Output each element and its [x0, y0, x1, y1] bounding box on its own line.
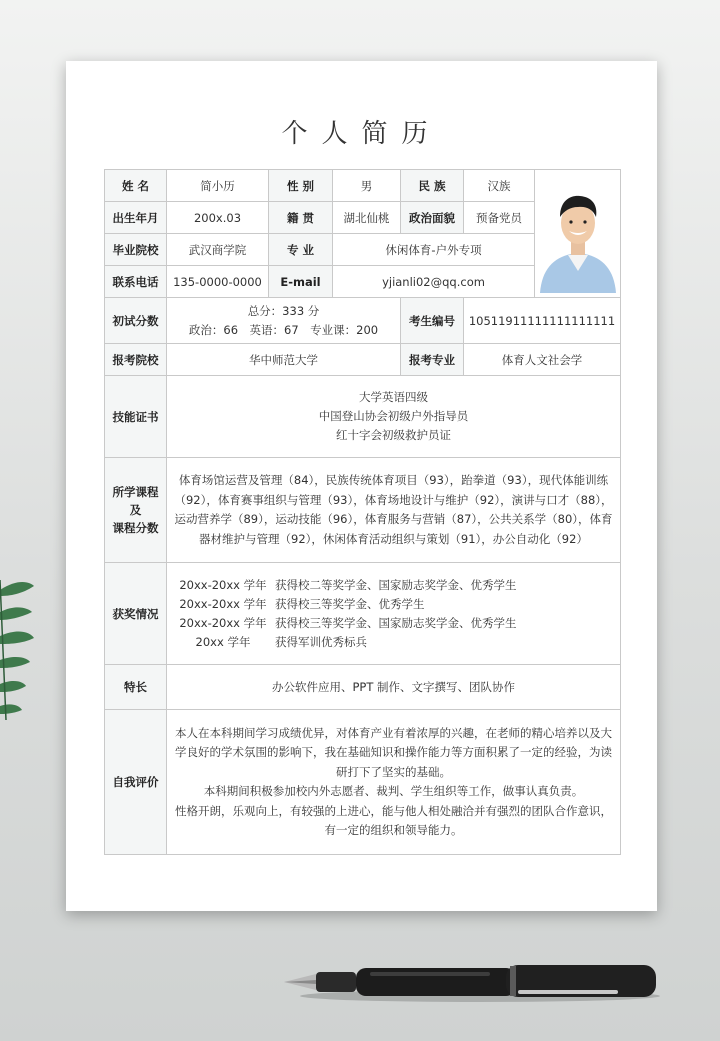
school-value: 武汉商学院 — [167, 234, 269, 266]
list-item: 20xx 学年 获得军训优秀标兵 — [195, 634, 367, 649]
table-row — [105, 563, 621, 665]
list-item: 红十字会初级救护员证 — [336, 428, 451, 442]
email-label: E-mail — [269, 266, 333, 298]
resume-paper — [66, 61, 657, 911]
self-eval-paragraph: 性格开朗，乐观向上，有较强的上进心，能与他人相处融洽并有强烈的团队合作意识，有一定的组织和领导能力。 — [175, 803, 612, 837]
self-eval-text — [167, 710, 621, 855]
major-value: 休闲体育-户外专项 — [333, 234, 535, 266]
skills-label: 特长 — [105, 665, 167, 710]
gender-label: 性 别 — [269, 170, 333, 202]
fountain-pen-decoration — [280, 952, 670, 1012]
school-label: 毕业院校 — [105, 234, 167, 266]
self-eval-label: 自我评价 — [105, 710, 167, 855]
email-value: yjianli02@qq.com — [333, 266, 535, 298]
birth-value: 200x.03 — [167, 202, 269, 234]
skills-text: 办公软件应用、PPT 制作、文字撰写、团队协作 — [167, 665, 621, 710]
list-item: 中国登山协会初级户外指导员 — [318, 409, 469, 423]
table-row — [105, 458, 621, 563]
table-row — [105, 298, 621, 344]
page-title: 个人简历 — [281, 119, 442, 149]
phone-label: 联系电话 — [105, 266, 167, 298]
political-label: 政治面貌 — [401, 202, 464, 234]
photo-cell — [535, 170, 621, 298]
birth-label: 出生年月 — [105, 202, 167, 234]
exam-id-label: 考生编号 — [401, 298, 464, 344]
score-total: 总分：333 分 — [247, 303, 320, 318]
self-eval-paragraph: 本人在本科期间学习成绩优异，对体育产业有着浓厚的兴趣，在老师的精心培养以及大学良好的学术氛围的影响下，我在基础知识和操作能力等方面积累了一定的经验，为读研打下了坚实的基础。 — [175, 725, 612, 779]
list-item: 20xx-20xx 学年 获得校二等奖学金、国家励志奖学金、优秀学生 — [179, 577, 517, 592]
origin-value: 湖北仙桃 — [333, 202, 401, 234]
target-school-value: 华中师范大学 — [167, 344, 401, 376]
name-value: 简小历 — [167, 170, 269, 202]
score-detail: 政治：66 英语：67 专业课：200 — [188, 322, 379, 337]
exam-id-value: 10511911111111111111 — [464, 298, 621, 344]
certs-list — [167, 376, 621, 458]
table-row — [105, 170, 621, 202]
target-school-label: 报考院校 — [105, 344, 167, 376]
table-row — [105, 344, 621, 376]
origin-label: 籍 贯 — [269, 202, 333, 234]
plant-leaves-decoration — [0, 560, 40, 740]
profile-photo — [538, 171, 618, 293]
courses-label: 所学课程 及 课程分数 — [105, 458, 167, 563]
list-item: 大学英语四级 — [359, 390, 428, 404]
self-eval-paragraph: 本科期间积极参加校内外志愿者、裁判、学生组织等工作，做事认真负责。 — [203, 784, 584, 798]
resume-table — [104, 169, 621, 855]
ethnic-value: 汉族 — [464, 170, 535, 202]
table-row — [105, 376, 621, 458]
political-value: 预备党员 — [464, 202, 535, 234]
target-major-label: 报考专业 — [401, 344, 464, 376]
name-label: 姓 名 — [105, 170, 167, 202]
score-value — [167, 298, 401, 344]
table-row — [105, 665, 621, 710]
table-row — [105, 710, 621, 855]
phone-value: 135-0000-0000 — [167, 266, 269, 298]
courses-text: 体育场馆运营及管理（84），民族传统体育项目（93），跆拳道（93），现代体能训练（92），体育赛事组织与管理（93），体育场地设计与维护（92），演讲与口才（88），运动营养学（89），运动技能（96），体育服务与营销（87），公共关系学（80），体育器材维护与管理（92），休闲体育活动组织与策划（91），办公自动化（92） — [167, 458, 621, 563]
awards-list — [167, 563, 621, 665]
target-major-value: 体育人文社会学 — [464, 344, 621, 376]
awards-label: 获奖情况 — [105, 563, 167, 665]
gender-value: 男 — [333, 170, 401, 202]
score-label: 初试分数 — [105, 298, 167, 344]
list-item: 20xx-20xx 学年 获得校三等奖学金、优秀学生 — [179, 596, 425, 611]
ethnic-label: 民 族 — [401, 170, 464, 202]
certs-label: 技能证书 — [105, 376, 167, 458]
list-item: 20xx-20xx 学年 获得校三等奖学金、国家励志奖学金、优秀学生 — [179, 615, 517, 630]
major-label: 专 业 — [269, 234, 333, 266]
